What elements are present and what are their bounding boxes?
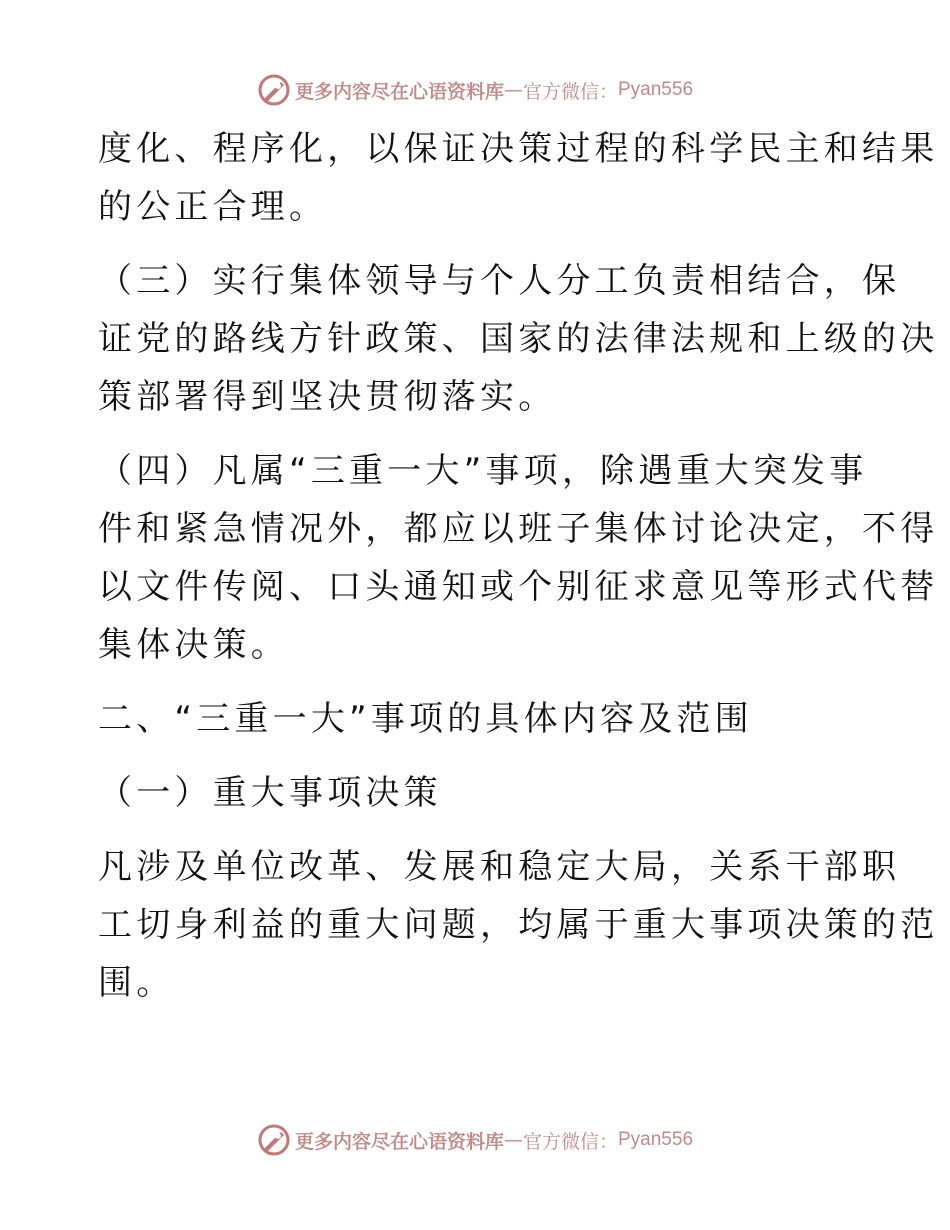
watermark-title: 更多内容尽在心语资料库 (294, 80, 504, 103)
pen-circle-logo-icon (257, 1123, 291, 1157)
watermark-dash: — (503, 1129, 523, 1151)
text-line: 二、“三重一大”事项的具体内容及范围 (98, 699, 753, 739)
text-line: 围。 (98, 963, 175, 1003)
paragraph (98, 120, 939, 236)
text-line: 策部署得到坚决贯彻落实。 (98, 377, 557, 417)
text-line: 工切身利益的重大问题，均属于重大事项决策的范 (98, 905, 939, 945)
paragraph (98, 838, 939, 1012)
subsection-heading (98, 764, 858, 822)
text-line: （一）重大事项决策 (98, 773, 442, 813)
text-line: 凡涉及单位改革、发展和稳定大局，关系干部职 (98, 847, 901, 887)
watermark-dash: — (503, 79, 523, 101)
watermark-title: 更多内容尽在心语资料库 (294, 1130, 504, 1153)
watermark-wechat-label: 官方微信： (522, 80, 618, 103)
section-heading (98, 690, 858, 748)
paragraph (98, 442, 939, 674)
paragraph (98, 252, 939, 426)
watermark-wechat-id: Pyan556 (618, 79, 694, 100)
text-line: 以文件传阅、口头通知或个别征求意见等形式代替 (98, 567, 939, 607)
footer-watermark (0, 1120, 950, 1160)
pen-circle-logo-icon (257, 73, 291, 107)
text-line: 集体决策。 (98, 625, 289, 665)
text-line: 件和紧急情况外，都应以班子集体讨论决定，不得 (98, 509, 939, 549)
document-body (98, 120, 939, 1012)
text-line: 的公正合理。 (98, 187, 328, 227)
header-watermark (0, 70, 950, 110)
watermark-wechat-id: Pyan556 (618, 1129, 694, 1150)
watermark-wechat-label: 官方微信： (522, 1130, 618, 1153)
text-line: （四）凡属“三重一大”事项，除遇重大突发事 (98, 451, 868, 491)
text-line: 度化、程序化，以保证决策过程的科学民主和结果 (98, 129, 939, 169)
text-line: （三）实行集体领导与个人分工负责相结合，保 (98, 261, 901, 301)
text-line: 证党的路线方针政策、国家的法律法规和上级的决 (98, 319, 939, 359)
